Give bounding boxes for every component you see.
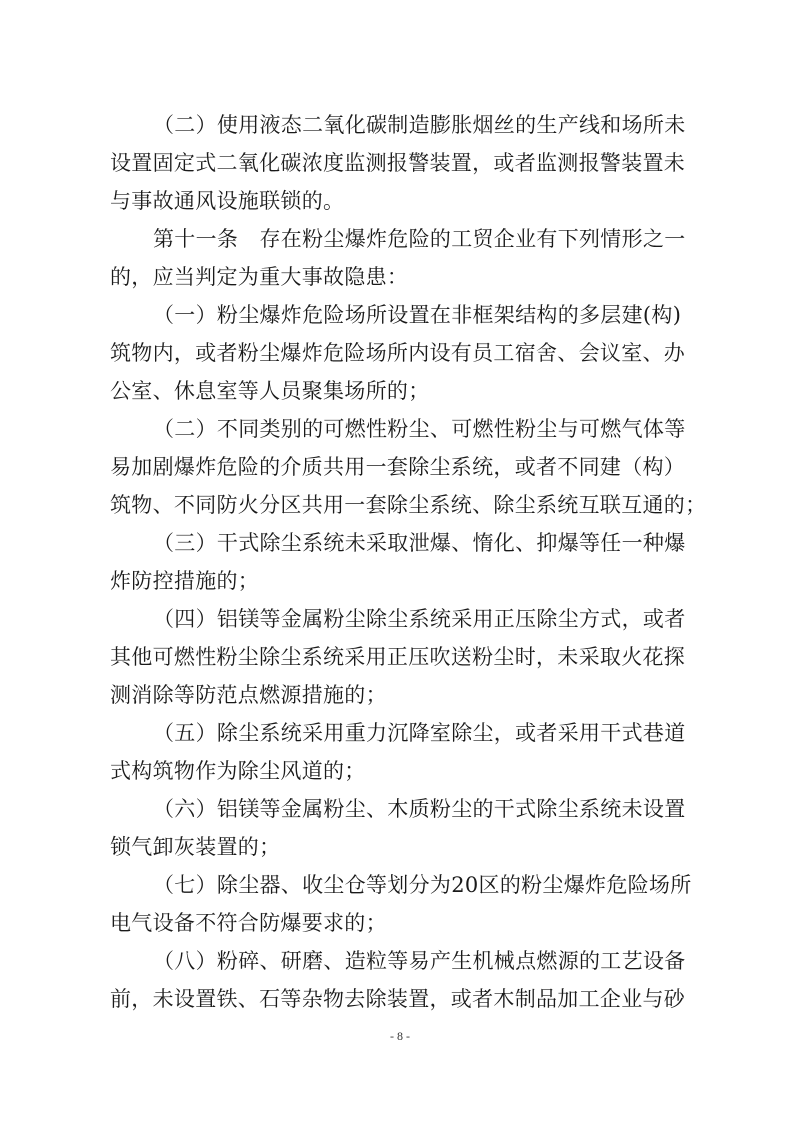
- paragraph-line: （一）粉尘爆炸危险场所设置在非框架结构的多层建(构): [153, 303, 682, 327]
- page-number: - 8 -: [390, 1029, 410, 1043]
- paragraph-line: （二）使用液态二氧化碳制造膨胀烟丝的生产线和场所未: [153, 113, 686, 137]
- paragraph-line: 筑物、不同防火分区共用一套除尘系统、除尘系统互联互通的；: [110, 493, 707, 517]
- paragraph-line: 式构筑物作为除尘风道的；: [110, 759, 366, 783]
- paragraph-line: 筑物内，或者粉尘爆炸危险场所内设有员工宿舍、会议室、办: [110, 341, 686, 365]
- paragraph-line: 电气设备不符合防爆要求的；: [110, 911, 387, 935]
- paragraph-line: 的，应当判定为重大事故隐患：: [110, 265, 409, 289]
- paragraph-line: 其他可燃性粉尘除尘系统采用正压吹送粉尘时，未采取火花探: [110, 645, 686, 669]
- paragraph-line: 炸防控措施的；: [110, 569, 260, 593]
- paragraph-line: （三）干式除尘系统未采取泄爆、惰化、抑爆等任一种爆: [153, 531, 686, 555]
- paragraph-line: 与事故通风设施联锁的。: [110, 189, 345, 213]
- paragraph-line: 锁气卸灰装置的；: [110, 835, 281, 859]
- paragraph-line: 设置固定式二氧化碳浓度监测报警装置，或者监测报警装置未: [110, 151, 686, 175]
- paragraph-line: （四）铝镁等金属粉尘除尘系统采用正压除尘方式，或者: [153, 607, 686, 631]
- paragraph-line: （七）除尘器、收尘仓等划分为20区的粉尘爆炸危险场所: [153, 873, 692, 897]
- paragraph-line: （八）粉碎、研磨、造粒等易产生机械点燃源的工艺设备: [153, 949, 686, 973]
- paragraph-line: （六）铝镁等金属粉尘、木质粉尘的干式除尘系统未设置: [153, 797, 686, 821]
- article-heading-line: 第十一条 存在粉尘爆炸危险的工贸企业有下列情形之一: [153, 227, 686, 251]
- paragraph-line: 前，未设置铁、石等杂物去除装置，或者木制品加工企业与砂: [110, 987, 686, 1011]
- paragraph-line: 易加剧爆炸危险的介质共用一套除尘系统，或者不同建（构）: [110, 455, 686, 479]
- paragraph-line: （五）除尘系统采用重力沉降室除尘，或者采用干式巷道: [153, 721, 686, 745]
- paragraph-line: 公室、休息室等人员聚集场所的；: [110, 379, 430, 403]
- paragraph-line: （二）不同类别的可燃性粉尘、可燃性粉尘与可燃气体等: [153, 417, 686, 441]
- paragraph-line: 测消除等防范点燃源措施的；: [110, 683, 387, 707]
